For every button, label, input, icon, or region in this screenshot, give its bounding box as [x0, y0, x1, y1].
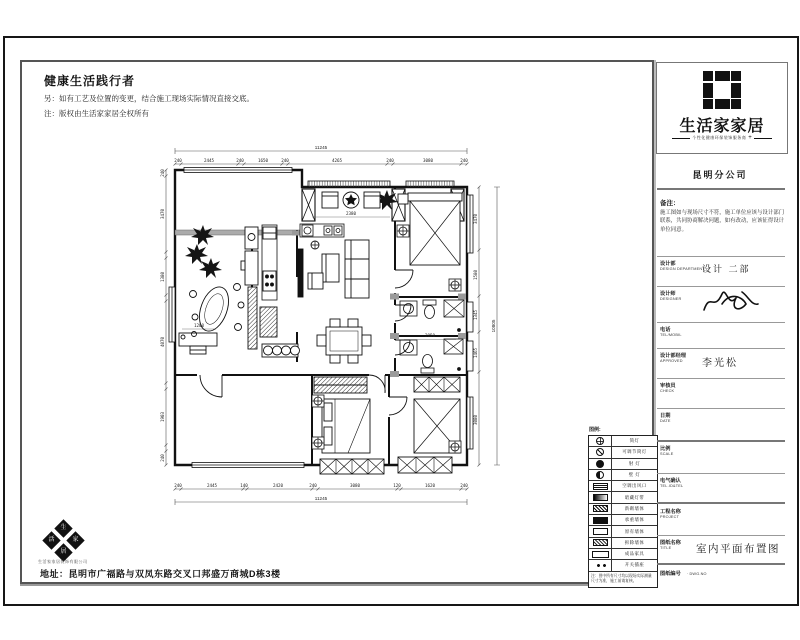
remark-block — [660, 198, 784, 234]
legend-row — [589, 492, 657, 503]
svg-text:1200: 1200 — [193, 323, 205, 328]
field-value: 设计 二部 — [702, 264, 751, 274]
field-value: 李光松 — [702, 358, 738, 369]
legend-row — [589, 526, 657, 537]
dining-set — [317, 319, 371, 363]
field-approved: 设计部经理 APPROVED 李光松 — [660, 353, 738, 369]
field-check: 审核员 CHECK — [660, 383, 676, 393]
legend-label: 空调出风口 — [622, 483, 647, 489]
circ-half-symbol-icon — [596, 471, 604, 479]
svg-text:1380: 1380 — [160, 271, 165, 283]
legend-table — [588, 435, 658, 588]
svg-text:2420: 2420 — [272, 483, 284, 488]
legend-label: 承重墙体 — [624, 517, 645, 523]
field-designer: 设计师 DESIGNER — [660, 290, 786, 302]
svg-text:2445: 2445 — [203, 158, 215, 163]
hollow-symbol-icon — [593, 528, 608, 535]
doors — [200, 270, 413, 415]
sideboard-sink — [300, 224, 344, 237]
svg-text:240: 240 — [236, 158, 244, 163]
notes-block — [44, 72, 464, 119]
branch-name: 昆明分公司 — [692, 170, 748, 180]
legend-label: 原有墙体 — [624, 528, 645, 534]
svg-text:1650: 1650 — [257, 158, 269, 163]
company-logo-icon — [703, 71, 741, 109]
legend — [588, 426, 658, 588]
svg-text:240: 240 — [460, 158, 468, 163]
sunroom — [322, 192, 380, 208]
field-electric-confirm: 电气确认 TEL.ID&TEL — [660, 478, 684, 488]
svg-text:240: 240 — [174, 158, 182, 163]
legend-row — [589, 481, 657, 492]
hollow-w-symbol-icon — [592, 551, 609, 558]
svg-text:2050: 2050 — [424, 333, 436, 338]
legend-label: 成品家具 — [624, 551, 645, 557]
hatch-symbol-icon — [593, 505, 608, 512]
notes-line-2: 注：版权由生活家家居全权所有 — [44, 109, 149, 118]
address-line: 地址：昆明市广福路与双凤东路交叉口邦盛万商城D栋3楼 — [40, 569, 281, 579]
notes-title: 健康生活践行者 — [44, 74, 136, 88]
legend-row — [589, 447, 657, 458]
legend-label: 拆除墙体 — [624, 539, 645, 545]
stamp-subtext: 生活家家居装饰有限公司 — [38, 559, 88, 564]
stamp-diamond: 活 — [42, 531, 60, 549]
field-dwg-no: 图纸编号 · DWG.NO — [660, 571, 707, 577]
plan-area-box — [20, 60, 654, 584]
garden-room — [179, 283, 244, 354]
legend-row — [589, 560, 657, 571]
floor-plan — [152, 137, 562, 532]
svg-text:240: 240 — [174, 483, 182, 488]
field-date: 日期 DATE — [660, 413, 671, 423]
remark-text: 施工图如与现场尺寸不符，施工单位应该与设计部门联系，共同协商解决问题，如有改动，应该征得设计单位同意。 — [660, 210, 784, 233]
svg-text:3080: 3080 — [422, 158, 434, 163]
field-project: 工程名称 PROJECT — [660, 509, 681, 519]
stamp-diamond: 家 — [66, 531, 84, 549]
svg-text:11245: 11245 — [314, 496, 328, 501]
notes-line-1: 另：如有工艺及位置的变更，结合施工现场实际情况直接交底。 — [44, 94, 254, 103]
svg-text:2380: 2380 — [345, 211, 357, 216]
legend-row — [589, 538, 657, 549]
stamp-diamond: 生 — [54, 519, 72, 537]
title-block-panel — [655, 60, 790, 602]
svg-text:1465: 1465 — [473, 347, 478, 359]
legend-title: 图例: — [589, 427, 601, 433]
field-tel: 电话 TEL/MOBIL — [660, 327, 682, 337]
circ-slash-symbol-icon — [596, 448, 604, 456]
drawing-title: 室内平面布置图 — [696, 543, 780, 555]
svg-text:240: 240 — [386, 158, 394, 163]
svg-text:240: 240 — [460, 483, 468, 488]
solid-symbol-icon — [593, 517, 608, 524]
legend-label: 暗藏灯带 — [624, 494, 645, 500]
designer-signature — [698, 284, 764, 320]
logo-box — [656, 62, 788, 154]
company-tagline: 个性化健康环保装饰服务商 + — [657, 135, 787, 141]
legend-row — [589, 459, 657, 470]
stamp-diamond: 居 — [54, 543, 72, 561]
remark-label: 备注： — [660, 200, 680, 207]
company-name: 生活家家居 — [679, 118, 765, 135]
svg-text:3080: 3080 — [473, 414, 478, 426]
svg-text:1620: 1620 — [424, 483, 436, 488]
legend-label: 筒灯 — [629, 438, 640, 444]
company-stamp — [40, 522, 100, 562]
svg-text:2445: 2445 — [206, 483, 218, 488]
field-title: 图纸名称 TITLE 室内平面布置图 — [660, 540, 780, 555]
svg-text:1903: 1903 — [160, 411, 165, 423]
svg-text:4265: 4265 — [331, 158, 343, 163]
grad-symbol-icon — [593, 494, 608, 501]
circ-cross-symbol-icon — [596, 437, 604, 445]
field-design-department: 设计部 DESIGN DEPARTMENT 设计 二部 — [660, 261, 751, 274]
legend-label: 壁 灯 — [628, 472, 641, 478]
legend-row — [589, 549, 657, 560]
living-room — [298, 240, 369, 298]
dots-symbol-icon — [594, 563, 607, 568]
legend-label: 射 灯 — [628, 460, 641, 466]
legend-label: 可调节筒灯 — [622, 449, 647, 455]
legend-label: 开关插座 — [624, 562, 645, 568]
svg-text:120: 120 — [393, 483, 401, 488]
field-scale: 比例 SCALE — [660, 446, 674, 456]
xhatch-symbol-icon — [593, 539, 608, 546]
svg-text:11245: 11245 — [314, 145, 328, 150]
legend-row — [589, 515, 657, 526]
kitchen — [241, 225, 300, 357]
svg-text:3470: 3470 — [160, 208, 165, 220]
svg-text:240: 240 — [309, 483, 317, 488]
circ-fill-symbol-icon — [596, 460, 604, 468]
svg-text:140: 140 — [240, 483, 248, 488]
svg-text:1345: 1345 — [473, 309, 478, 321]
legend-row — [589, 504, 657, 515]
svg-text:240: 240 — [160, 169, 165, 177]
svg-text:3470: 3470 — [473, 213, 478, 225]
legend-note: 注：图中所有尺寸均以现场实际测量尺寸为准，施工前请复核。 — [591, 573, 652, 584]
svg-text:4070: 4070 — [160, 336, 165, 348]
legend-label: 新砌墙体 — [624, 505, 645, 511]
vent-symbol-icon — [593, 483, 608, 490]
svg-text:3080: 3080 — [349, 483, 361, 488]
svg-text:240: 240 — [160, 454, 165, 462]
legend-row — [589, 436, 657, 447]
legend-row — [589, 470, 657, 481]
svg-text:10805: 10805 — [491, 319, 496, 333]
svg-text:1580: 1580 — [473, 269, 478, 281]
svg-text:240: 240 — [281, 158, 289, 163]
